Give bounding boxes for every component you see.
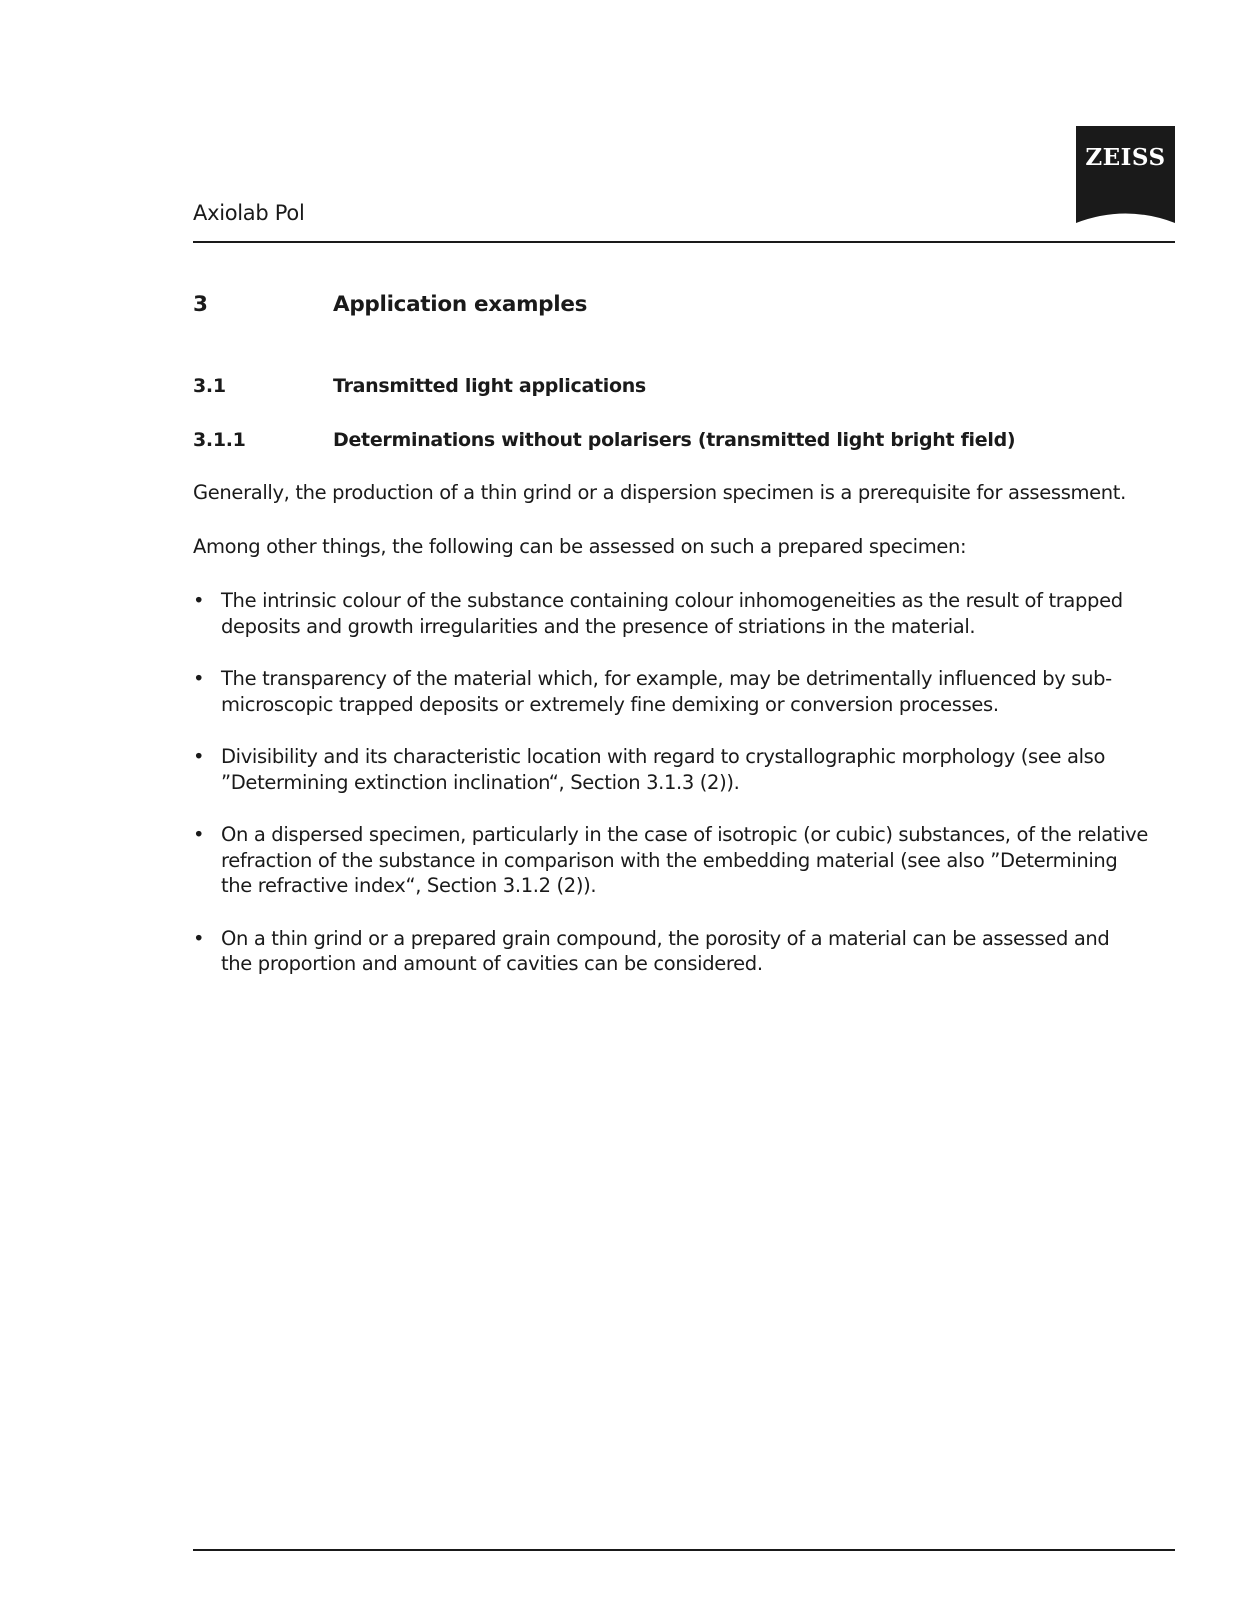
list-item bbox=[193, 588, 1183, 639]
bullet-icon: • bbox=[193, 926, 205, 950]
bullet-icon: • bbox=[193, 745, 205, 768]
list-item bbox=[193, 822, 1183, 899]
list-item-line: On a thin grind or a prepared grain compound, the porosity of a material can be assessed and bbox=[221, 926, 1110, 950]
bullet-icon: • bbox=[193, 589, 205, 612]
list-item-line: The transparency of the material which, for example, may be detrimentally influenced by sub- bbox=[221, 667, 1112, 690]
subsection-number: 3.1 bbox=[193, 375, 226, 397]
list-item-line: microscopic trapped deposits or extremely fine demixing or conversion processes. bbox=[221, 692, 999, 716]
list-item-line: the proportion and amount of cavities can be considered. bbox=[221, 952, 763, 975]
subsubsection-number: 3.1.1 bbox=[193, 429, 246, 451]
bullet-icon: • bbox=[193, 823, 205, 846]
assessment-bullet-list bbox=[193, 588, 1183, 1004]
header-divider bbox=[193, 241, 1175, 243]
list-item bbox=[193, 744, 1183, 795]
bullet-icon: • bbox=[193, 667, 205, 690]
list-item-line: On a dispersed specimen, particularly in the case of isotropic (or cubic) substances, of the relative bbox=[221, 823, 1149, 846]
document-header-title: Axiolab Pol bbox=[193, 201, 305, 225]
section-title: Application examples bbox=[333, 292, 588, 317]
list-item-line: Divisibility and its characteristic location with regard to crystallographic morphology (see also bbox=[221, 745, 1106, 768]
list-item-line: refraction of the substance in comparison with the embedding material (see also ”Determining bbox=[221, 848, 1118, 872]
list-item-line: the refractive index“, Section 3.1.2 (2)). bbox=[221, 874, 597, 897]
section-number: 3 bbox=[193, 292, 208, 317]
footer-divider bbox=[193, 1549, 1175, 1551]
logo-text: ZEISS bbox=[1085, 144, 1166, 171]
logo-shape bbox=[1076, 126, 1175, 225]
subsection-title: Transmitted light applications bbox=[333, 375, 646, 397]
paragraph-intro: Generally, the production of a thin grind or a dispersion specimen is a prerequisite for assessment. bbox=[193, 481, 1126, 504]
list-item bbox=[193, 666, 1183, 717]
paragraph-lead-in: Among other things, the following can be assessed on such a prepared specimen: bbox=[193, 535, 967, 558]
subsubsection-title: Determinations without polarisers (transmitted light bright field) bbox=[333, 429, 1016, 451]
list-item bbox=[193, 926, 1183, 977]
list-item-line: deposits and growth irregularities and the presence of striations in the material. bbox=[221, 614, 976, 638]
list-item-line: The intrinsic colour of the substance containing colour inhomogeneities as the result of trapped bbox=[221, 589, 1123, 612]
zeiss-logo bbox=[1076, 126, 1175, 225]
list-item-line: ”Determining extinction inclination“, Section 3.1.3 (2)). bbox=[221, 770, 740, 794]
